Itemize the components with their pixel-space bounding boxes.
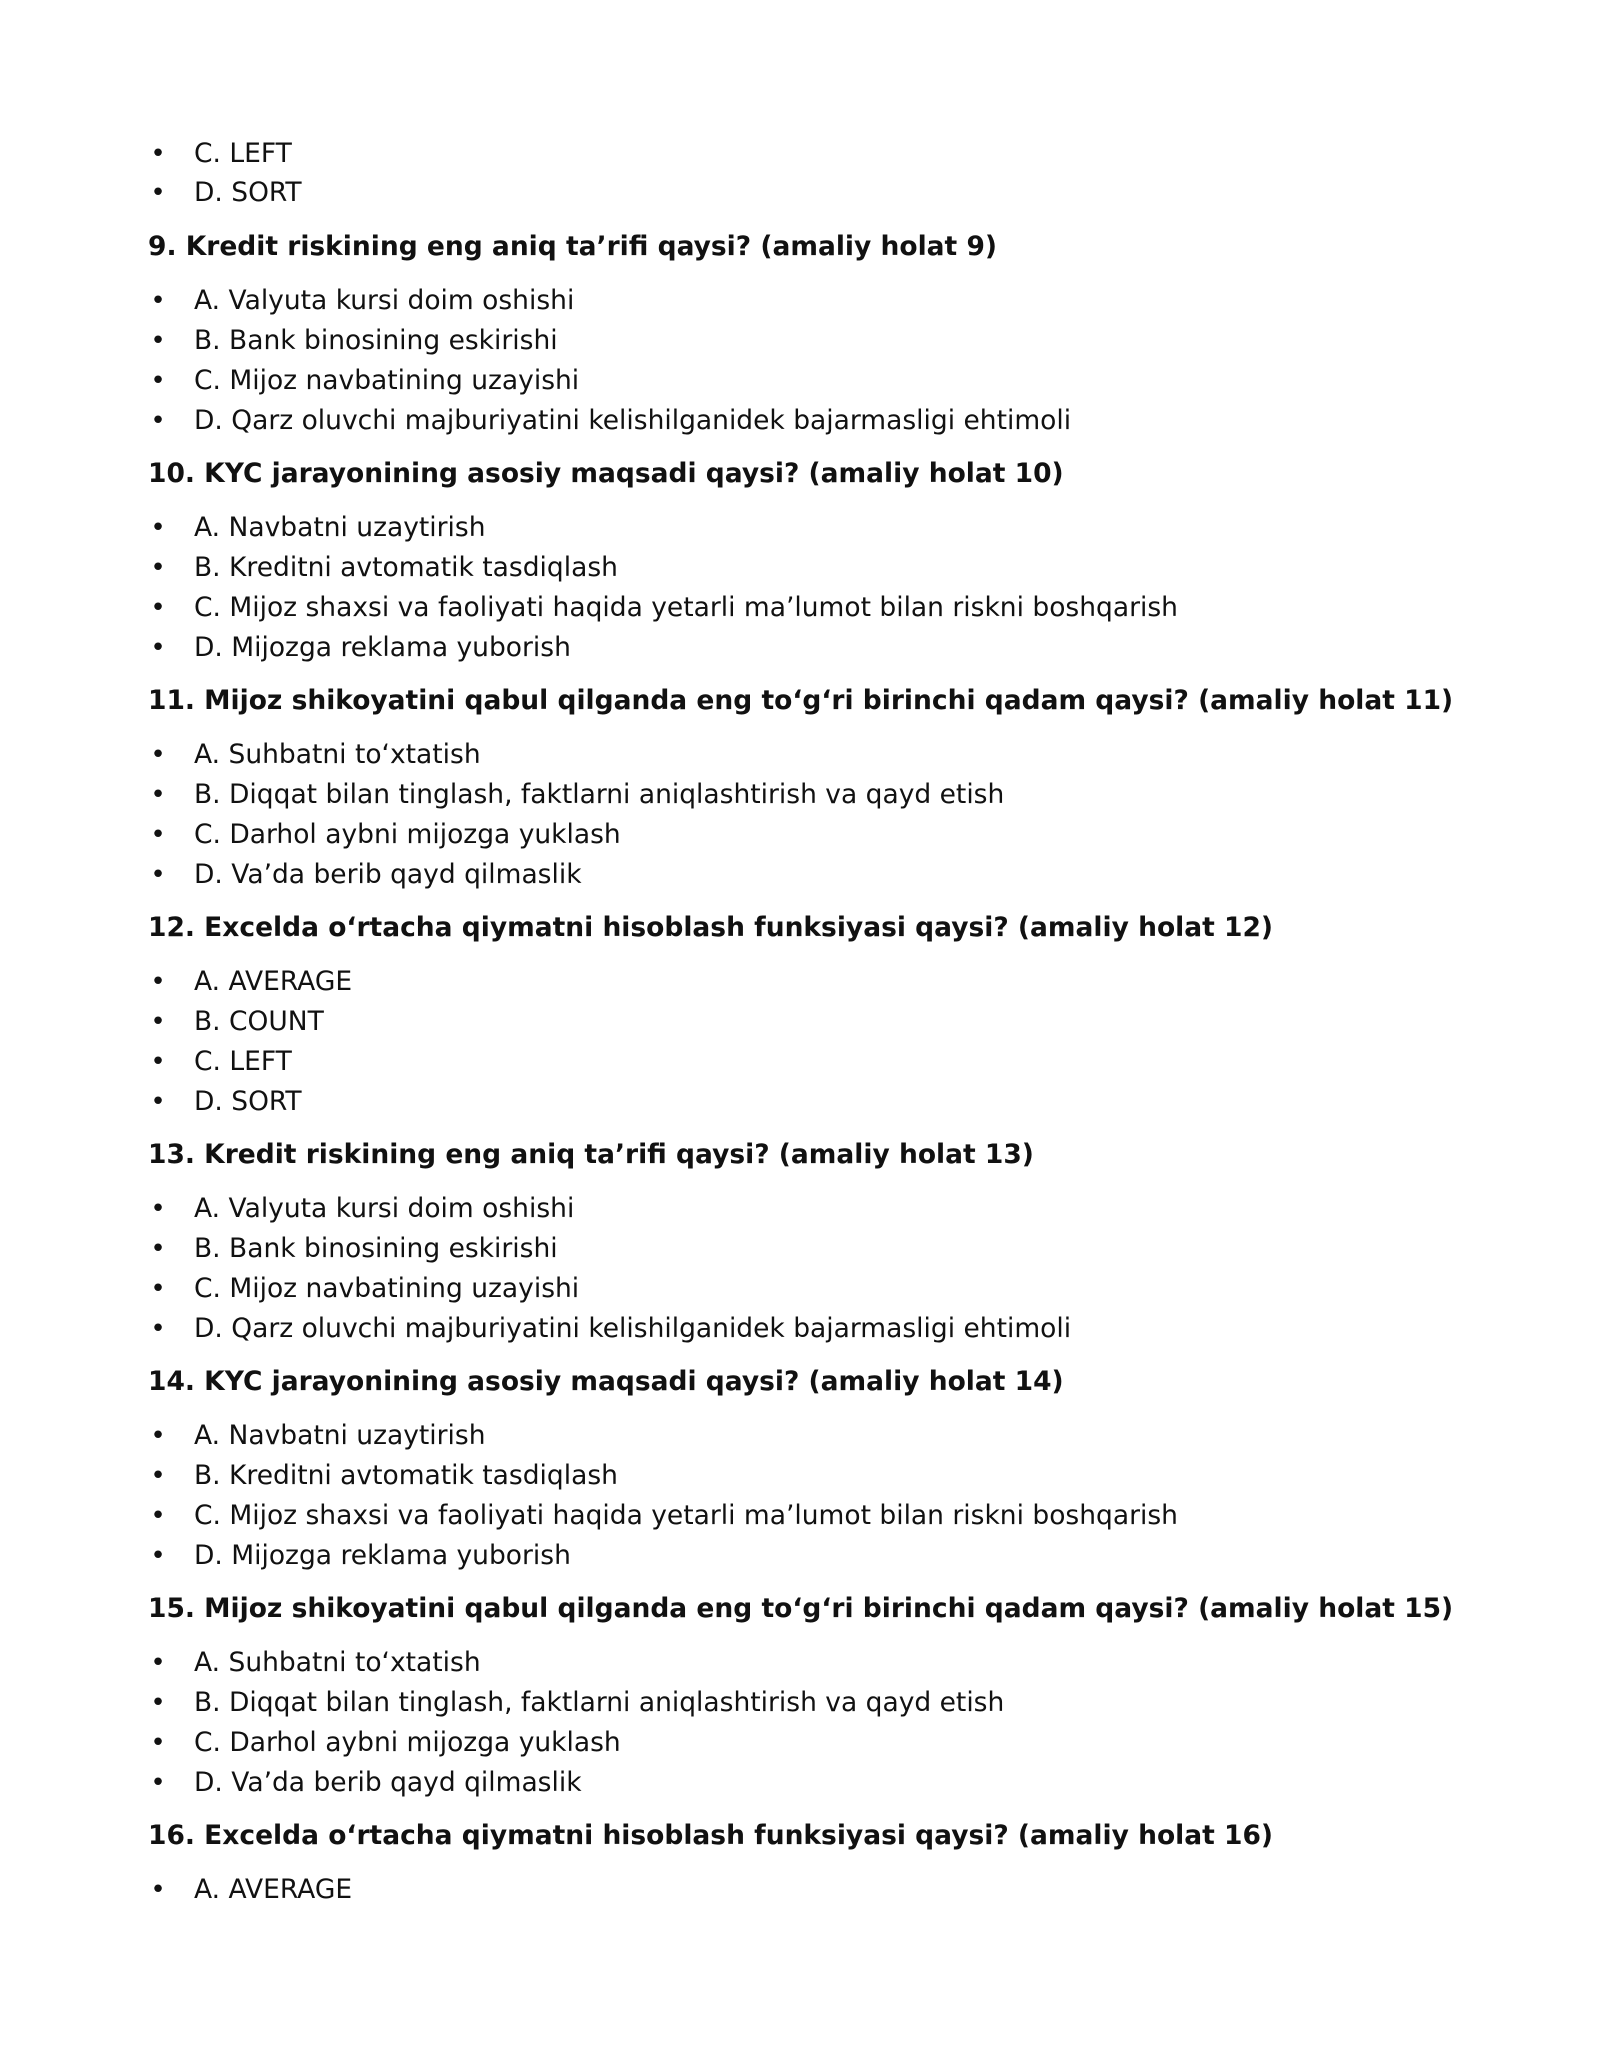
question-heading: 13. Kredit riskining eng aniq ta’rifi qaysi? (amaliy holat 13) xyxy=(148,1139,1034,1170)
answer-option: C. Mijoz navbatining uzayishi xyxy=(194,1273,580,1304)
bullet-icon: • xyxy=(150,1875,166,1905)
bullet-icon: • xyxy=(150,740,166,770)
bullet-icon: • xyxy=(150,633,166,663)
question-heading: 12. Excelda o‘rtacha qiymatni hisoblash funksiyasi qaysi? (amaliy holat 12) xyxy=(148,912,1273,943)
answer-option: B. Bank binosining eskirishi xyxy=(194,1233,558,1264)
bullet-icon: • xyxy=(150,860,166,890)
bullet-icon: • xyxy=(150,1648,166,1678)
bullet-icon: • xyxy=(150,1274,166,1304)
bullet-icon: • xyxy=(150,406,166,436)
answer-option: B. COUNT xyxy=(194,1006,324,1037)
question-heading: 9. Kredit riskining eng aniq ta’rifi qaysi? (amaliy holat 9) xyxy=(148,231,997,262)
bullet-icon: • xyxy=(150,780,166,810)
answer-option: C. Mijoz shaxsi va faoliyati haqida yetarli ma’lumot bilan riskni boshqarish xyxy=(194,592,1178,623)
bullet-icon: • xyxy=(150,1768,166,1798)
answer-option: D. Mijozga reklama yuborish xyxy=(194,632,571,663)
question-heading: 14. KYC jarayonining asosiy maqsadi qaysi? (amaliy holat 14) xyxy=(148,1366,1064,1397)
bullet-icon: • xyxy=(150,1047,166,1077)
answer-option: A. Navbatni uzaytirish xyxy=(194,1420,486,1451)
answer-option: A. AVERAGE xyxy=(194,1874,353,1905)
bullet-icon: • xyxy=(150,178,166,208)
answer-option: C. Darhol aybni mijozga yuklash xyxy=(194,819,621,850)
question-heading: 10. KYC jarayonining asosiy maqsadi qaysi? (amaliy holat 10) xyxy=(148,458,1064,489)
bullet-icon: • xyxy=(150,326,166,356)
bullet-icon: • xyxy=(150,513,166,543)
bullet-icon: • xyxy=(150,593,166,623)
bullet-icon: • xyxy=(150,1421,166,1451)
bullet-icon: • xyxy=(150,286,166,316)
answer-option: D. SORT xyxy=(194,177,302,208)
answer-option: C. Darhol aybni mijozga yuklash xyxy=(194,1727,621,1758)
answer-option: A. Suhbatni to‘xtatish xyxy=(194,1647,481,1678)
bullet-icon: • xyxy=(150,820,166,850)
answer-option: A. AVERAGE xyxy=(194,966,353,997)
answer-option: A. Navbatni uzaytirish xyxy=(194,512,486,543)
answer-option: D. Va’da berib qayd qilmaslik xyxy=(194,1767,582,1798)
answer-option: C. LEFT xyxy=(194,138,292,169)
bullet-icon: • xyxy=(150,1501,166,1531)
answer-option: B. Diqqat bilan tinglash, faktlarni aniqlashtirish va qayd etish xyxy=(194,779,1005,810)
question-heading: 15. Mijoz shikoyatini qabul qilganda eng to‘g‘ri birinchi qadam qaysi? (amaliy holat 15) xyxy=(148,1593,1454,1624)
bullet-icon: • xyxy=(150,139,166,169)
answer-option: D. SORT xyxy=(194,1086,302,1117)
bullet-icon: • xyxy=(150,1194,166,1224)
bullet-icon: • xyxy=(150,1234,166,1264)
bullet-icon: • xyxy=(150,1461,166,1491)
answer-option: D. Mijozga reklama yuborish xyxy=(194,1540,571,1571)
answer-option: B. Kreditni avtomatik tasdiqlash xyxy=(194,552,618,583)
bullet-icon: • xyxy=(150,967,166,997)
answer-option: B. Bank binosining eskirishi xyxy=(194,325,558,356)
bullet-icon: • xyxy=(150,1314,166,1344)
answer-option: A. Suhbatni to‘xtatish xyxy=(194,739,481,770)
answer-option: B. Kreditni avtomatik tasdiqlash xyxy=(194,1460,618,1491)
question-heading: 11. Mijoz shikoyatini qabul qilganda eng to‘g‘ri birinchi qadam qaysi? (amaliy holat 11) xyxy=(148,685,1454,716)
answer-option: A. Valyuta kursi doim oshishi xyxy=(194,1193,575,1224)
answer-option: D. Qarz oluvchi majburiyatini kelishilganidek bajarmasligi ehtimoli xyxy=(194,1313,1072,1344)
bullet-icon: • xyxy=(150,1728,166,1758)
bullet-icon: • xyxy=(150,553,166,583)
answer-option: C. Mijoz navbatining uzayishi xyxy=(194,365,580,396)
bullet-icon: • xyxy=(150,1541,166,1571)
bullet-icon: • xyxy=(150,366,166,396)
answer-option: C. Mijoz shaxsi va faoliyati haqida yetarli ma’lumot bilan riskni boshqarish xyxy=(194,1500,1178,1531)
answer-option: C. LEFT xyxy=(194,1046,292,1077)
bullet-icon: • xyxy=(150,1087,166,1117)
bullet-icon: • xyxy=(150,1688,166,1718)
question-heading: 16. Excelda o‘rtacha qiymatni hisoblash funksiyasi qaysi? (amaliy holat 16) xyxy=(148,1820,1273,1851)
answer-option: D. Qarz oluvchi majburiyatini kelishilganidek bajarmasligi ehtimoli xyxy=(194,405,1072,436)
answer-option: A. Valyuta kursi doim oshishi xyxy=(194,285,575,316)
bullet-icon: • xyxy=(150,1007,166,1037)
answer-option: B. Diqqat bilan tinglash, faktlarni aniqlashtirish va qayd etish xyxy=(194,1687,1005,1718)
answer-option: D. Va’da berib qayd qilmaslik xyxy=(194,859,582,890)
